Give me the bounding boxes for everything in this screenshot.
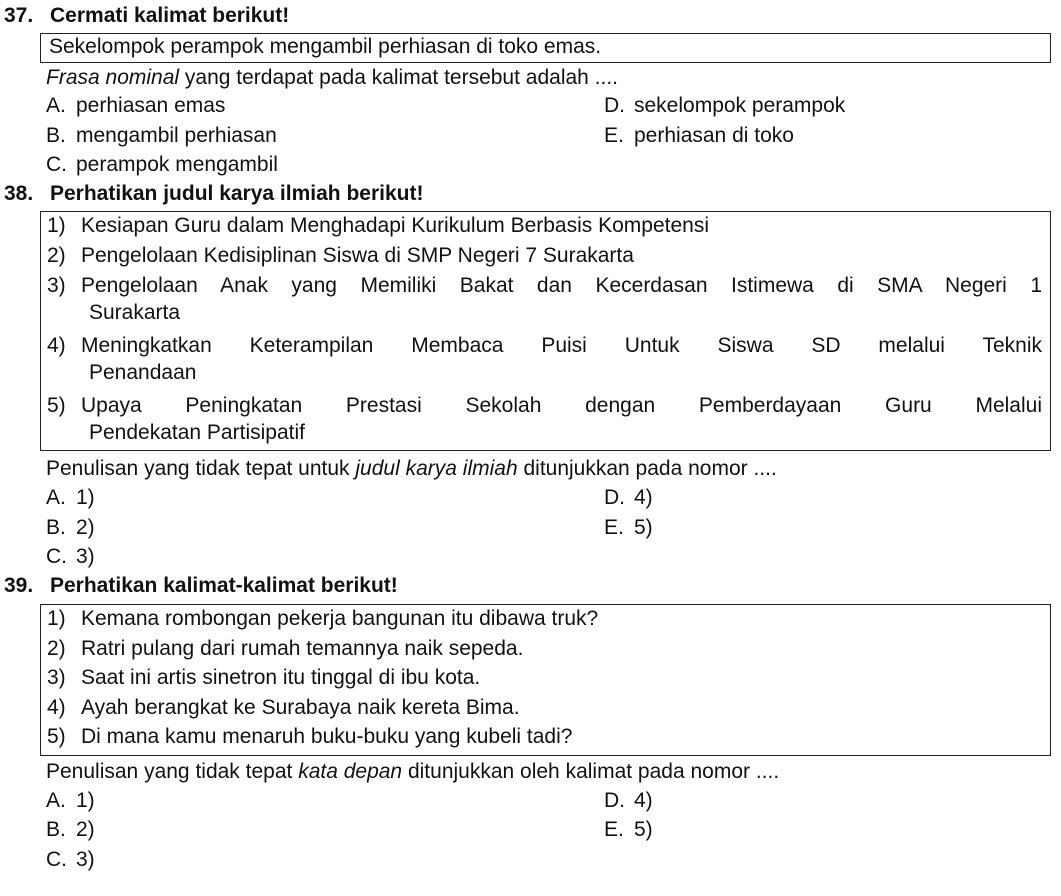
option-letter: D. — [604, 789, 625, 812]
list-item — [47, 244, 1042, 268]
list-item — [47, 334, 1042, 385]
list-item — [47, 725, 1042, 749]
option-d[interactable] — [604, 486, 653, 510]
option-text: 4) — [634, 789, 653, 812]
option-letter: E. — [604, 818, 624, 841]
question-instruction: Perhatikan judul karya ilmiah berikut! — [50, 182, 424, 205]
question-37-header — [4, 4, 289, 28]
option-a[interactable] — [46, 94, 225, 118]
option-text: 2) — [76, 818, 95, 841]
question-instruction: Cermati kalimat berikut! — [50, 4, 290, 27]
item-text: Kesiapan Guru dalam Menghadapi Kurikulum Berbasis Kompetensi — [81, 214, 710, 237]
item-text: Saat ini artis sinetron itu tinggal di ibu kota. — [81, 666, 481, 689]
option-d[interactable] — [604, 789, 653, 813]
item-text-line2: Pendekatan Partisipatif — [89, 421, 305, 444]
question-38-header — [4, 182, 423, 206]
option-b[interactable] — [46, 516, 95, 540]
option-text: 3) — [76, 545, 95, 568]
question-text-pre: Penulisan yang tidak tepat untuk — [46, 457, 356, 480]
item-number: 4) — [47, 334, 66, 357]
option-letter: D. — [604, 94, 625, 117]
option-letter: B. — [46, 124, 66, 147]
question-text — [46, 66, 618, 90]
item-number: 3) — [47, 666, 66, 689]
option-text: perampok mengambil — [76, 153, 278, 176]
item-text: Kemana rombongan pekerja bangunan itu dibawa truk? — [81, 607, 599, 630]
option-letter: A. — [46, 94, 66, 117]
question-text — [46, 760, 779, 784]
question-39-header — [4, 574, 398, 598]
option-b[interactable] — [46, 124, 277, 148]
option-text: mengambil perhiasan — [76, 124, 277, 147]
item-text-line1: Upaya Peningkatan Prestasi Sekolah dengan Pemberdayaan Guru Melalui — [81, 394, 1042, 417]
item-number: 1) — [47, 607, 66, 630]
question-instruction: Perhatikan kalimat-kalimat berikut! — [50, 574, 398, 597]
item-number: 2) — [47, 637, 66, 660]
question-text-rest: yang terdapat pada kalimat tersebut adalah .... — [179, 66, 619, 89]
option-e[interactable] — [604, 818, 653, 842]
question-italic-term: judul karya ilmiah — [355, 457, 518, 480]
option-b[interactable] — [46, 818, 95, 842]
sentence-box — [40, 33, 1051, 63]
item-number: 3) — [47, 274, 66, 297]
item-text-line2: Penandaan — [89, 361, 197, 384]
option-letter: A. — [46, 486, 66, 509]
option-text: 2) — [76, 516, 95, 539]
question-text — [46, 457, 777, 481]
option-letter: E. — [604, 516, 624, 539]
option-letter: C. — [46, 848, 67, 871]
question-italic-term: Frasa nominal — [46, 66, 180, 89]
option-text: perhiasan di toko — [634, 124, 794, 147]
option-text: 4) — [634, 486, 653, 509]
option-c[interactable] — [46, 848, 95, 872]
option-text: perhiasan emas — [76, 94, 226, 117]
question-text-post: ditunjukkan oleh kalimat pada nomor .... — [402, 760, 780, 783]
question-number: 38. — [4, 182, 34, 205]
list-item — [47, 214, 1042, 238]
option-d[interactable] — [604, 94, 845, 118]
option-e[interactable] — [604, 516, 653, 540]
option-a[interactable] — [46, 789, 95, 813]
list-item — [47, 394, 1042, 445]
question-number: 37. — [4, 4, 34, 27]
option-c[interactable] — [46, 153, 278, 177]
item-number: 4) — [47, 696, 66, 719]
option-c[interactable] — [46, 545, 95, 569]
list-item — [47, 637, 1042, 661]
sentence-text: Sekelompok perampok mengambil perhiasan di toko emas. — [49, 35, 602, 58]
item-text-line2: Surakarta — [89, 301, 181, 324]
option-text: 1) — [76, 486, 95, 509]
item-number: 5) — [47, 725, 66, 748]
question-italic-term: kata depan — [298, 760, 403, 783]
option-letter: D. — [604, 486, 625, 509]
option-letter: A. — [46, 789, 66, 812]
option-text: 5) — [634, 516, 653, 539]
option-e[interactable] — [604, 124, 794, 148]
list-item — [47, 666, 1042, 690]
option-letter: E. — [604, 124, 624, 147]
item-number: 2) — [47, 244, 66, 267]
question-text-post: ditunjukkan pada nomor .... — [517, 457, 777, 480]
question-number: 39. — [4, 574, 34, 597]
item-text-line1: Meningkatkan Keterampilan Membaca Puisi Untuk Siswa SD melalui Teknik — [81, 334, 1042, 357]
option-letter: C. — [46, 153, 67, 176]
option-text: 1) — [76, 789, 95, 812]
option-text: 5) — [634, 818, 653, 841]
option-letter: B. — [46, 818, 66, 841]
item-number: 5) — [47, 394, 66, 417]
item-number: 1) — [47, 214, 66, 237]
item-text: Ayah berangkat ke Surabaya naik kereta Bima. — [81, 696, 520, 719]
option-letter: C. — [46, 545, 67, 568]
list-item — [47, 607, 1042, 631]
titles-box — [40, 211, 1051, 451]
list-item — [47, 696, 1042, 720]
item-text: Di mana kamu menaruh buku-buku yang kubeli tadi? — [81, 725, 573, 748]
item-text: Ratri pulang dari rumah temannya naik sepeda. — [81, 637, 524, 660]
option-text: 3) — [76, 848, 95, 871]
item-text: Pengelolaan Kedisiplinan Siswa di SMP Negeri 7 Surakarta — [81, 244, 634, 267]
question-text-pre: Penulisan yang tidak tepat — [46, 760, 299, 783]
option-letter: B. — [46, 516, 66, 539]
item-text-line1: Pengelolaan Anak yang Memiliki Bakat dan Kecerdasan Istimewa di SMA Negeri 1 — [81, 274, 1042, 297]
list-item — [47, 274, 1042, 325]
option-a[interactable] — [46, 486, 95, 510]
option-text: sekelompok perampok — [634, 94, 846, 117]
sentences-box — [40, 604, 1051, 756]
